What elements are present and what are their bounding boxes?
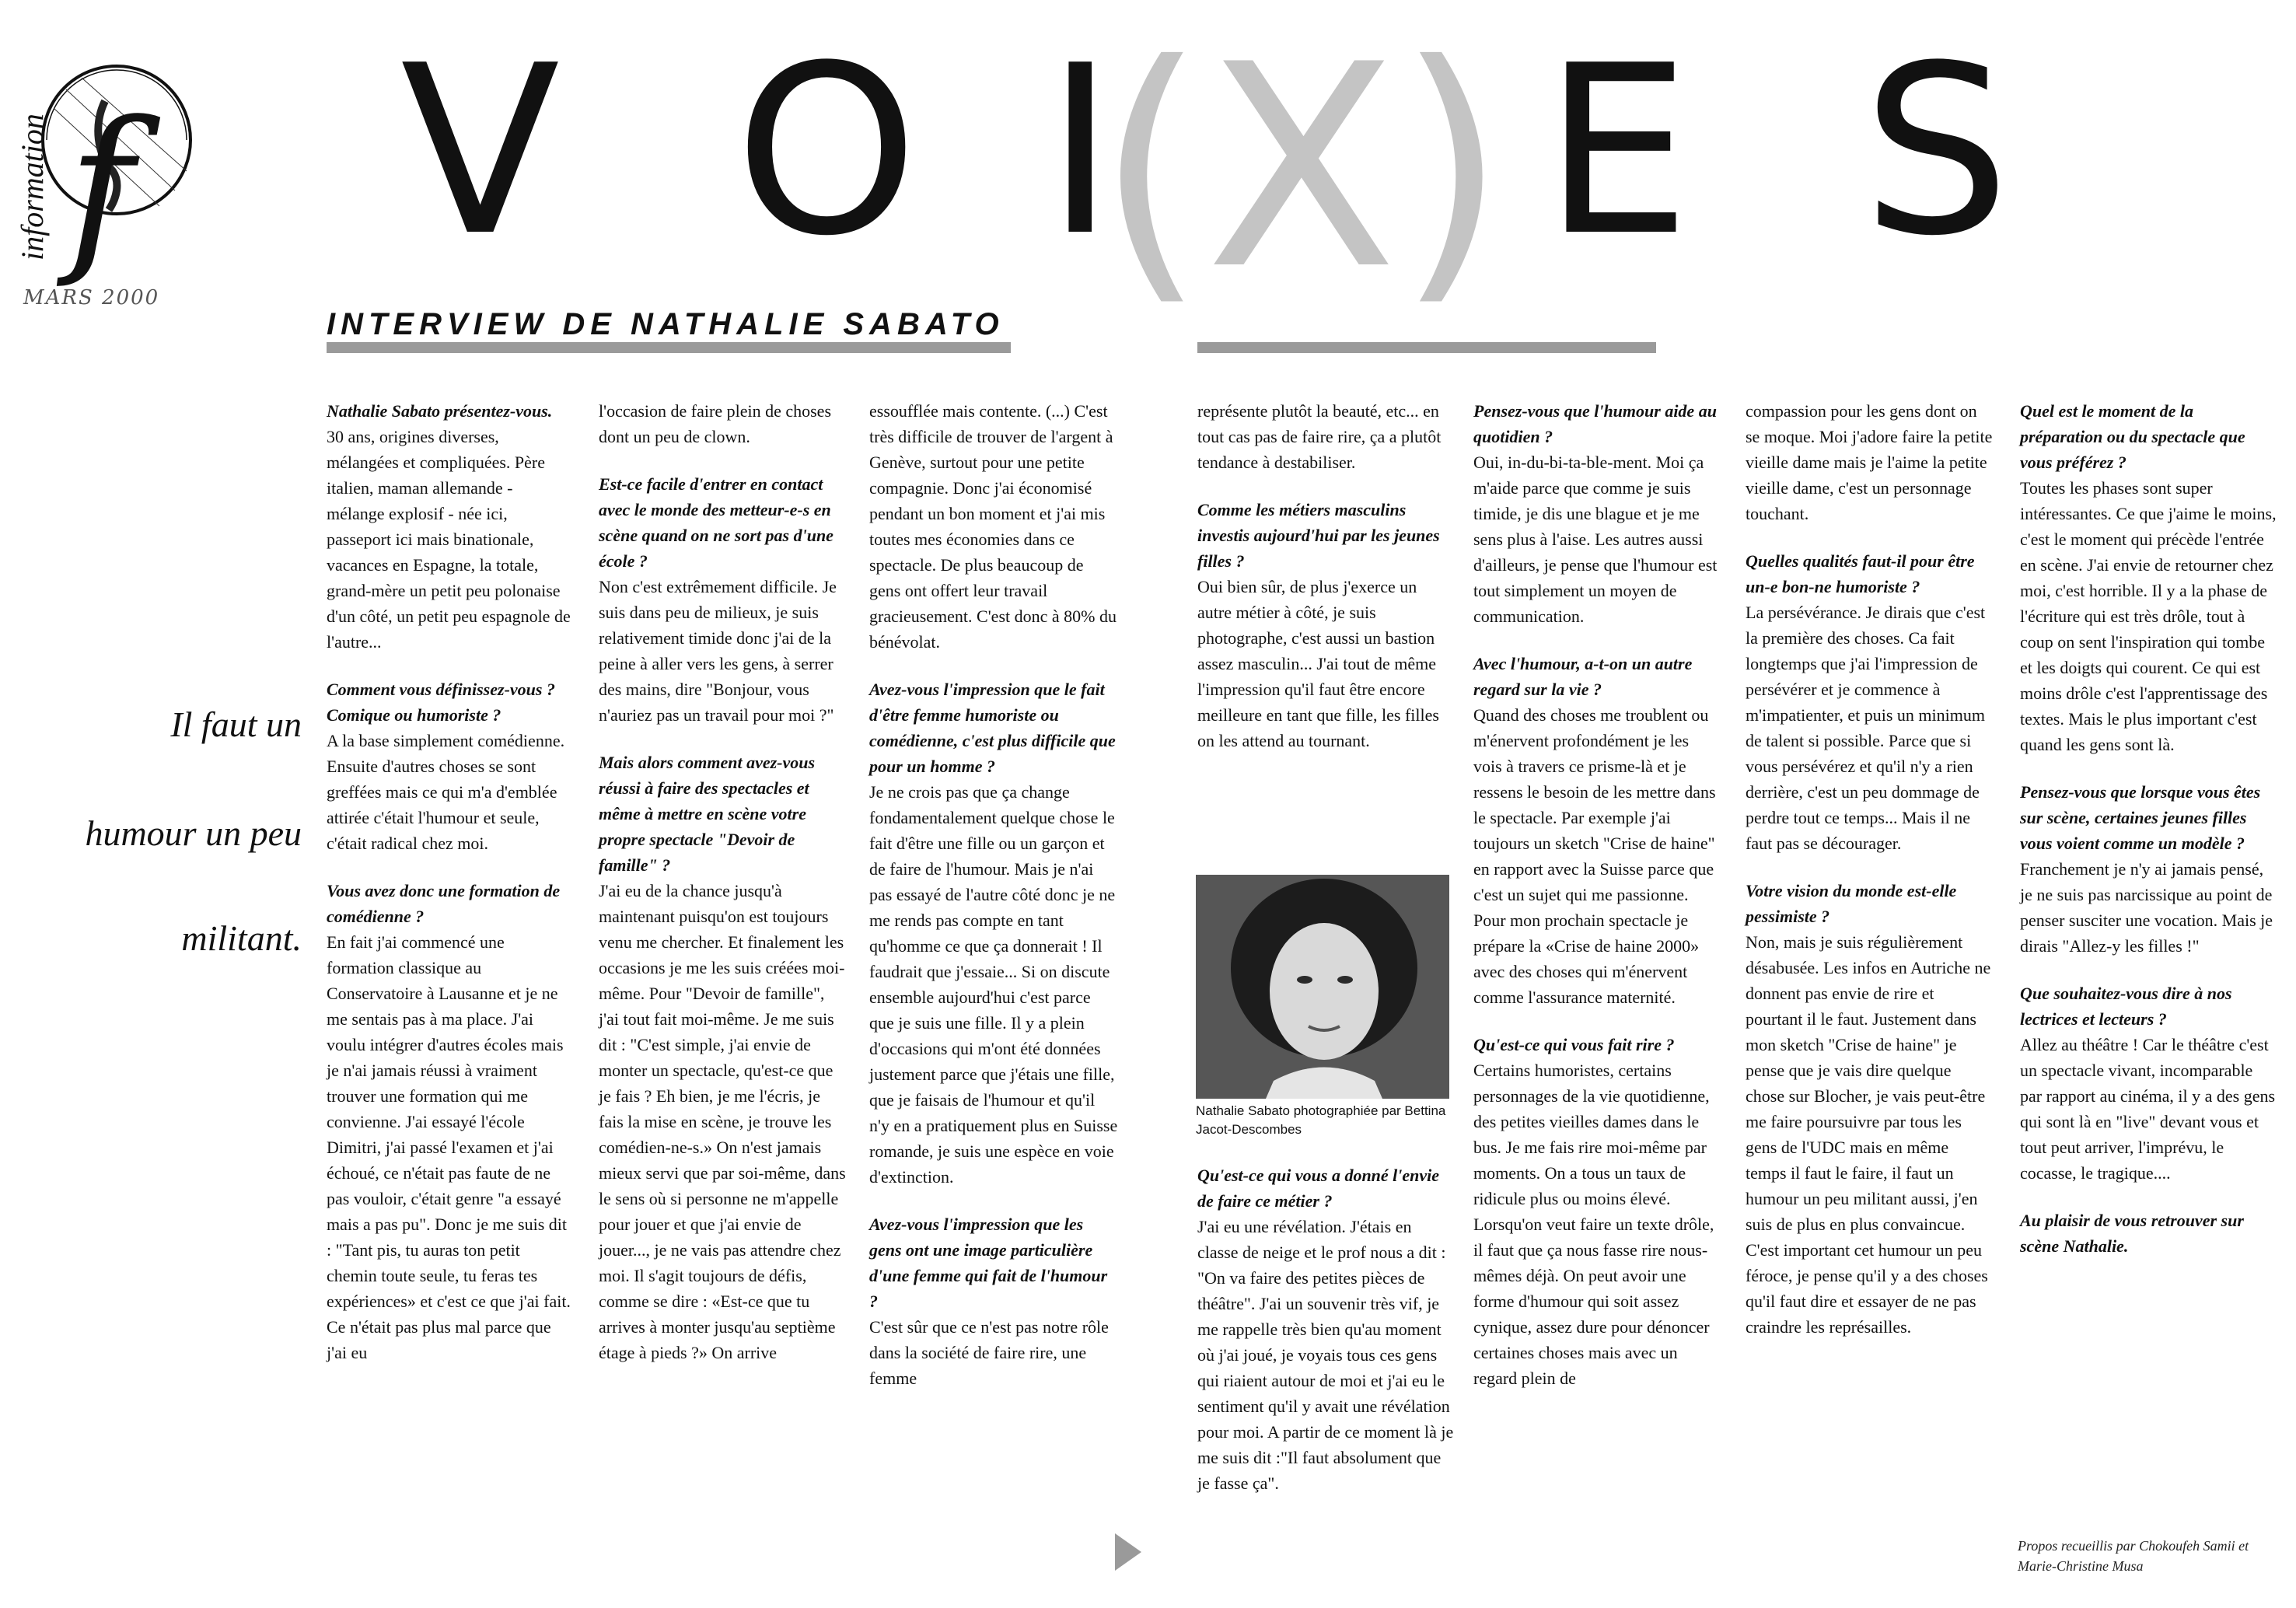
interview-answer: compassion pour les gens dont on se moque. Moi j'adore faire la petite vieille dame mais je l'aime la petite vieille dame, c'est un personnage touchant.: [1746, 401, 1993, 523]
title-letter-e: E: [1543, 16, 1691, 287]
pull-quote-line-2: humour un peu: [85, 813, 302, 853]
paragraph-gap: [1746, 526, 1993, 548]
interview-answer: J'ai eu de la chance jusqu'à maintenant puisqu'on est toujours venu me chercher. Et finalement les occasions je me les suis créées moi-même. Pour "Devoir de famille", j'ai tout fait moi-même. Je me suis dit : "C'est simple, j'ai envie de monter un spectacle, qu'est-ce que je fais ? Eh bien, je me l'écris, je fais la mise en scène, je trouve les comédien-ne-s.» On n'est jamais mieux servi que par soi-même, dans le sens où si personne ne m'appelle pour jouer et que j'ai envie de jouer..., je ne vais pas attendre chez moi. Il s'agit toujours de défis, comme se dire : «Est-ce que tu arrives à monter jusqu'au septième étage à pieds ?» On arrive: [599, 881, 846, 1362]
interview-question: Votre vision du monde est-elle pessimiste ?: [1746, 881, 1957, 926]
paragraph-gap: [1473, 1010, 1721, 1032]
article-column-5: [1473, 398, 1721, 1391]
logo-letter: f: [68, 84, 135, 292]
issue-date: MARS 2000: [23, 286, 160, 309]
interview-answer: Toutes les phases sont super intéressantes. Ce que j'aime le moins, c'est le moment qui précède l'entrée en scène. J'ai envie de retourner chez moi, c'est horrible. Il y a la phase de l'écriture qui est très drôle, tout à coup on sent l'inspiration qui tombe et les doigts qui courent. Ce qui est moins drôle c'est l'apprentissage des textes. Mais le plus important c'est quand les gens sont là.: [2020, 478, 2277, 754]
paragraph-gap: [2020, 757, 2277, 779]
interview-question: Quelles qualités faut-il pour être un-e bon-ne humoriste ?: [1746, 551, 1975, 596]
interview-question: Qu'est-ce qui vous a donné l'envie de faire ce métier ?: [1197, 1166, 1440, 1211]
interview-question: Qu'est-ce qui vous fait rire ?: [1473, 1035, 1675, 1054]
article-column-3: [869, 398, 1118, 1391]
article-column-7: [2020, 398, 2277, 1259]
interview-question: Avec l'humour, a-t-on un autre regard sur la vie ?: [1473, 654, 1693, 699]
interview-answer: C'est sûr que ce n'est pas notre rôle dans la société de faire rire, une femme: [869, 1317, 1109, 1388]
paragraph-gap: [599, 728, 846, 750]
article-column-1: [327, 398, 574, 1365]
title-letter-v: V: [400, 16, 561, 287]
interview-answer: Quand des choses me troublent ou m'énervent profondément je les vois à travers ce prisme-là et je ressens le besoin de les mettre dans le spectacle. Par exemple j'ai toujours un sketch "Crise de haine" en rapport avec la Suisse parce que c'est un sujet qui me passionne. Pour mon prochain spectacle je prépare la «Crise de haine 2000» avec des choses qui m'énervent comme l'assurance maternité.: [1473, 705, 1716, 1007]
paragraph-gap: [327, 856, 574, 878]
interview-question: Est-ce facile d'entrer en contact avec le monde des metteur-e-s en scène quand on ne sort pas d'une école ?: [599, 474, 833, 571]
interview-answer: Je ne crois pas que ça change fondamentalement quelque chose le fait d'être une fille ou un garçon et de faire de l'humour. Mais je n'ai pas essayé de l'autre côté donc je ne me rends pas compte en tant qu'homme ce que ça donnerait ! Il faudrait que j'essaie... Si on discute ensemble aujourd'hui c'est parce que je suis une fille. Il y a plein d'occasions qui m'ont été données justement parce que j'étais une fille, que je faisais de l'humour et qu'il n'y en a pratiquement plus en Suisse romande, je suis une espèce en voie d'extinction.: [869, 782, 1118, 1187]
interview-answer: En fait j'ai commencé une formation classique au Conservatoire à Lausanne et je ne me sentais pas à ma place. J'ai voulu intégrer d'autres écoles mais je n'ai jamais réussi à vraiment trouver une formation qui me convienne. J'ai essayé l'école Dimitri, j'ai passé l'examen et j'ai échoué, ce n'était pas faute de ne pas vouloir, c'était genre "a essayé mais a pas pu". Donc je me suis dit : "Tant pis, tu auras ton petit chemin toute seule, tu feras tes expériences» et c'est ce que j'ai fait. Ce n'était pas plus mal parce que j'ai eu: [327, 932, 571, 1362]
title-x-glyph: (X): [1096, 5, 1507, 330]
article-column-6: [1746, 398, 1993, 1340]
interview-question: Mais alors comment avez-vous réussi à faire des spectacles et même à mettre en scène votre propre spectacle "Devoir de famille" ?: [599, 753, 816, 875]
interview-answer: J'ai eu une révélation. J'étais en classe de neige et le prof nous a dit : "On va faire des petites pièces de théâtre". J'ai un souvenir très vif, je me rappelle très bien qu'au moment où j'ai joué, je voyais tous ces gens qui riaient autour de moi et j'ai eu le sentiment qu'il y avait une révélation pour moi. A partir de ce moment là je me suis dit :"Il faut absolument que je fasse ça".: [1197, 1217, 1454, 1493]
article-headline: INTERVIEW DE NATHALIE SABATO: [327, 307, 1005, 341]
interview-answer: Non, mais je suis régulièrement désabusée. Les infos en Autriche ne donnent pas envie de rire et pourtant il le faut. Justement dans mon sketch "Crise de haine" je pense que je vais dire quelque chose sur Blocher, je vais peut-être me faire poursuivre par tous les gens de l'UDC mais en même temps il faut le faire, il faut un humour un peu militant aussi, j'en suis de plus en plus convaincue. C'est important cet humour un peu féroce, je pense qu'il y a des choses qu'il faut dire et essayer de ne pas craindre les représailles.: [1746, 932, 1991, 1337]
interview-answer: Non c'est extrêmement difficile. Je suis dans peu de milieux, je suis relativement timide donc j'ai de la peine à aller vers les gens, à serrer des mains, dire "Bonjour, vous n'auriez pas un travail pour moi ?": [599, 577, 837, 725]
paragraph-gap: [1746, 856, 1993, 878]
photo-caption: Nathalie Sabato photographiée par Bettina Jacot-Descombes: [1196, 1103, 1446, 1137]
paragraph-gap: [2020, 959, 2277, 981]
interview-question: Avez-vous l'impression que les gens ont une image particulière d'une femme qui fait de l'humour ?: [869, 1215, 1108, 1311]
paragraph-gap: [869, 655, 1118, 676]
interview-answer: Certains humoristes, certains personnages de la vie quotidienne, des petites vieilles dames dans le bus. Je me fais rire moi-même par moments. On a tous un taux de ridicule plus ou moins élevé. Lorsqu'on veut faire un texte drôle, il faut que ça nous fasse rire nous-mêmes déjà. On peut avoir une forme d'humour qui soit assez cynique, assez dure pour dénoncer certaines choses mais avec un regard plein de: [1473, 1061, 1714, 1388]
paragraph-gap: [599, 449, 846, 471]
paragraph-gap: [1197, 475, 1454, 497]
continue-arrow-icon: [1113, 1532, 1143, 1572]
pull-quote-line-3: militant.: [181, 918, 302, 958]
interview-credit: Propos recueillis par Chokoufeh Samii et Marie-Christine Musa: [2018, 1538, 2249, 1574]
portrait-photo: [1196, 875, 1449, 1099]
interview-question: Que souhaitez-vous dire à nos lectrices et lecteurs ?: [2020, 984, 2232, 1029]
title-x-mark: [1089, 5, 1508, 334]
headline-rule: [327, 342, 1011, 353]
article-column-2: [599, 398, 846, 1365]
paragraph-gap: [327, 655, 574, 676]
interview-answer: A la base simplement comédienne. Ensuite d'autres choses se sont greffées mais ce qui m'a d'emblée attirée c'était l'humour et seule, c'était radical chez moi.: [327, 731, 565, 853]
information-logo: [15, 54, 194, 292]
interview-answer: 30 ans, origines diverses, mélangées et compliquées. Père italien, maman allemande - mélange explosif - née ici, passeport ici mais binationale, vacances en Espagne, la totale, grand-mère un petit peu polonaise d'un côté, un petit peu espagnole de l'autre...: [327, 427, 571, 652]
interview-question: Au plaisir de vous retrouver sur scène Nathalie.: [2020, 1211, 2244, 1256]
interview-answer: La persévérance. Je dirais que c'est la première des choses. Ca fait longtemps que j'ai l'impression de persévérer et je commence à m'impatienter, et puis un minimum de talent si possible. Parce que si vous persévérez et qu'il n'y a rien derrière, c'est un peu dommage de perdre tout ce temps... Mais il ne faut pas se décourager.: [1746, 603, 1986, 853]
headline-rule-right: [1197, 342, 1656, 353]
pull-quote-line-1: Il faut un: [170, 704, 302, 744]
interview-answer: Oui, in-du-bi-ta-ble-ment. Moi ça m'aide parce que comme je suis timide, je dis une blague et je me sens plus à l'aise. Les autres aussi d'ailleurs, je pense que l'humour est tout simplement un moyen de communication.: [1473, 453, 1718, 626]
interview-answer: Franchement je n'y ai jamais pensé, je ne suis pas narcissique au point de penser susciter une vocation. Mais je dirais "Allez-y les filles !": [2020, 859, 2273, 956]
interview-answer: essoufflée mais contente. (...) C'est très difficile de trouver de l'argent à Genève, surtout pour une petite compagnie. Donc j'ai économisé pendant un bon moment et j'ai mis toutes mes économies dans ce spectacle. De plus beaucoup de gens ont offert leur travail gracieusement. C'est donc à 80% du bénévolat.: [869, 401, 1117, 652]
title-letter-s: S: [1862, 16, 2011, 287]
interview-answer: l'occasion de faire plein de choses dont un peu de clown.: [599, 401, 832, 446]
title-letter-i: I: [1046, 16, 1115, 287]
interview-answer: Allez au théâtre ! Car le théâtre c'est un spectacle vivant, incomparable par rapport au cinéma, il y a des gens qui sont là en "live" devant vous et tout peut arriver, l'imprévu, le cocasse, le tragique....: [2020, 1035, 2276, 1183]
paragraph-gap: [1473, 629, 1721, 651]
interview-answer: représente plutôt la beauté, etc... en tout cas pas de faire rire, ça a plutôt tendance à destabiliser.: [1197, 401, 1442, 472]
interview-question: Vous avez donc une formation de comédienne ?: [327, 881, 561, 926]
interview-question: Pensez-vous que lorsque vous êtes sur scène, certaines jeunes filles vous voient comme un modèle ?: [2020, 782, 2261, 853]
interview-question: Comment vous définissez-vous ? Comique ou humoriste ?: [327, 680, 555, 725]
paragraph-gap: [2020, 1186, 2277, 1208]
article-column-4b: [1197, 1162, 1454, 1496]
interview-answer: Oui bien sûr, de plus j'exerce un autre métier à côté, je suis photographe, c'est aussi un bastion assez masculin... J'ai tout de même l'impression qu'il faut être encore meilleure en tant que fille, les filles on les attend au tournant.: [1197, 577, 1439, 750]
interview-question: Pensez-vous que l'humour aide au quotidien ?: [1473, 401, 1717, 446]
interview-question: Quel est le moment de la préparation ou du spectacle que vous préférez ?: [2020, 401, 2245, 472]
interview-question: Avez-vous l'impression que le fait d'être femme humoriste ou comédienne, c'est plus difficile que pour un homme ?: [869, 680, 1116, 776]
paragraph-gap: [869, 1190, 1118, 1211]
interview-question: Nathalie Sabato présentez-vous.: [327, 401, 553, 421]
interview-question: Comme les métiers masculins investis aujourd'hui par les jeunes filles ?: [1197, 500, 1440, 571]
article-column-4: [1197, 398, 1454, 753]
title-letter-o: O: [735, 16, 919, 287]
logo-word: information: [15, 114, 50, 260]
